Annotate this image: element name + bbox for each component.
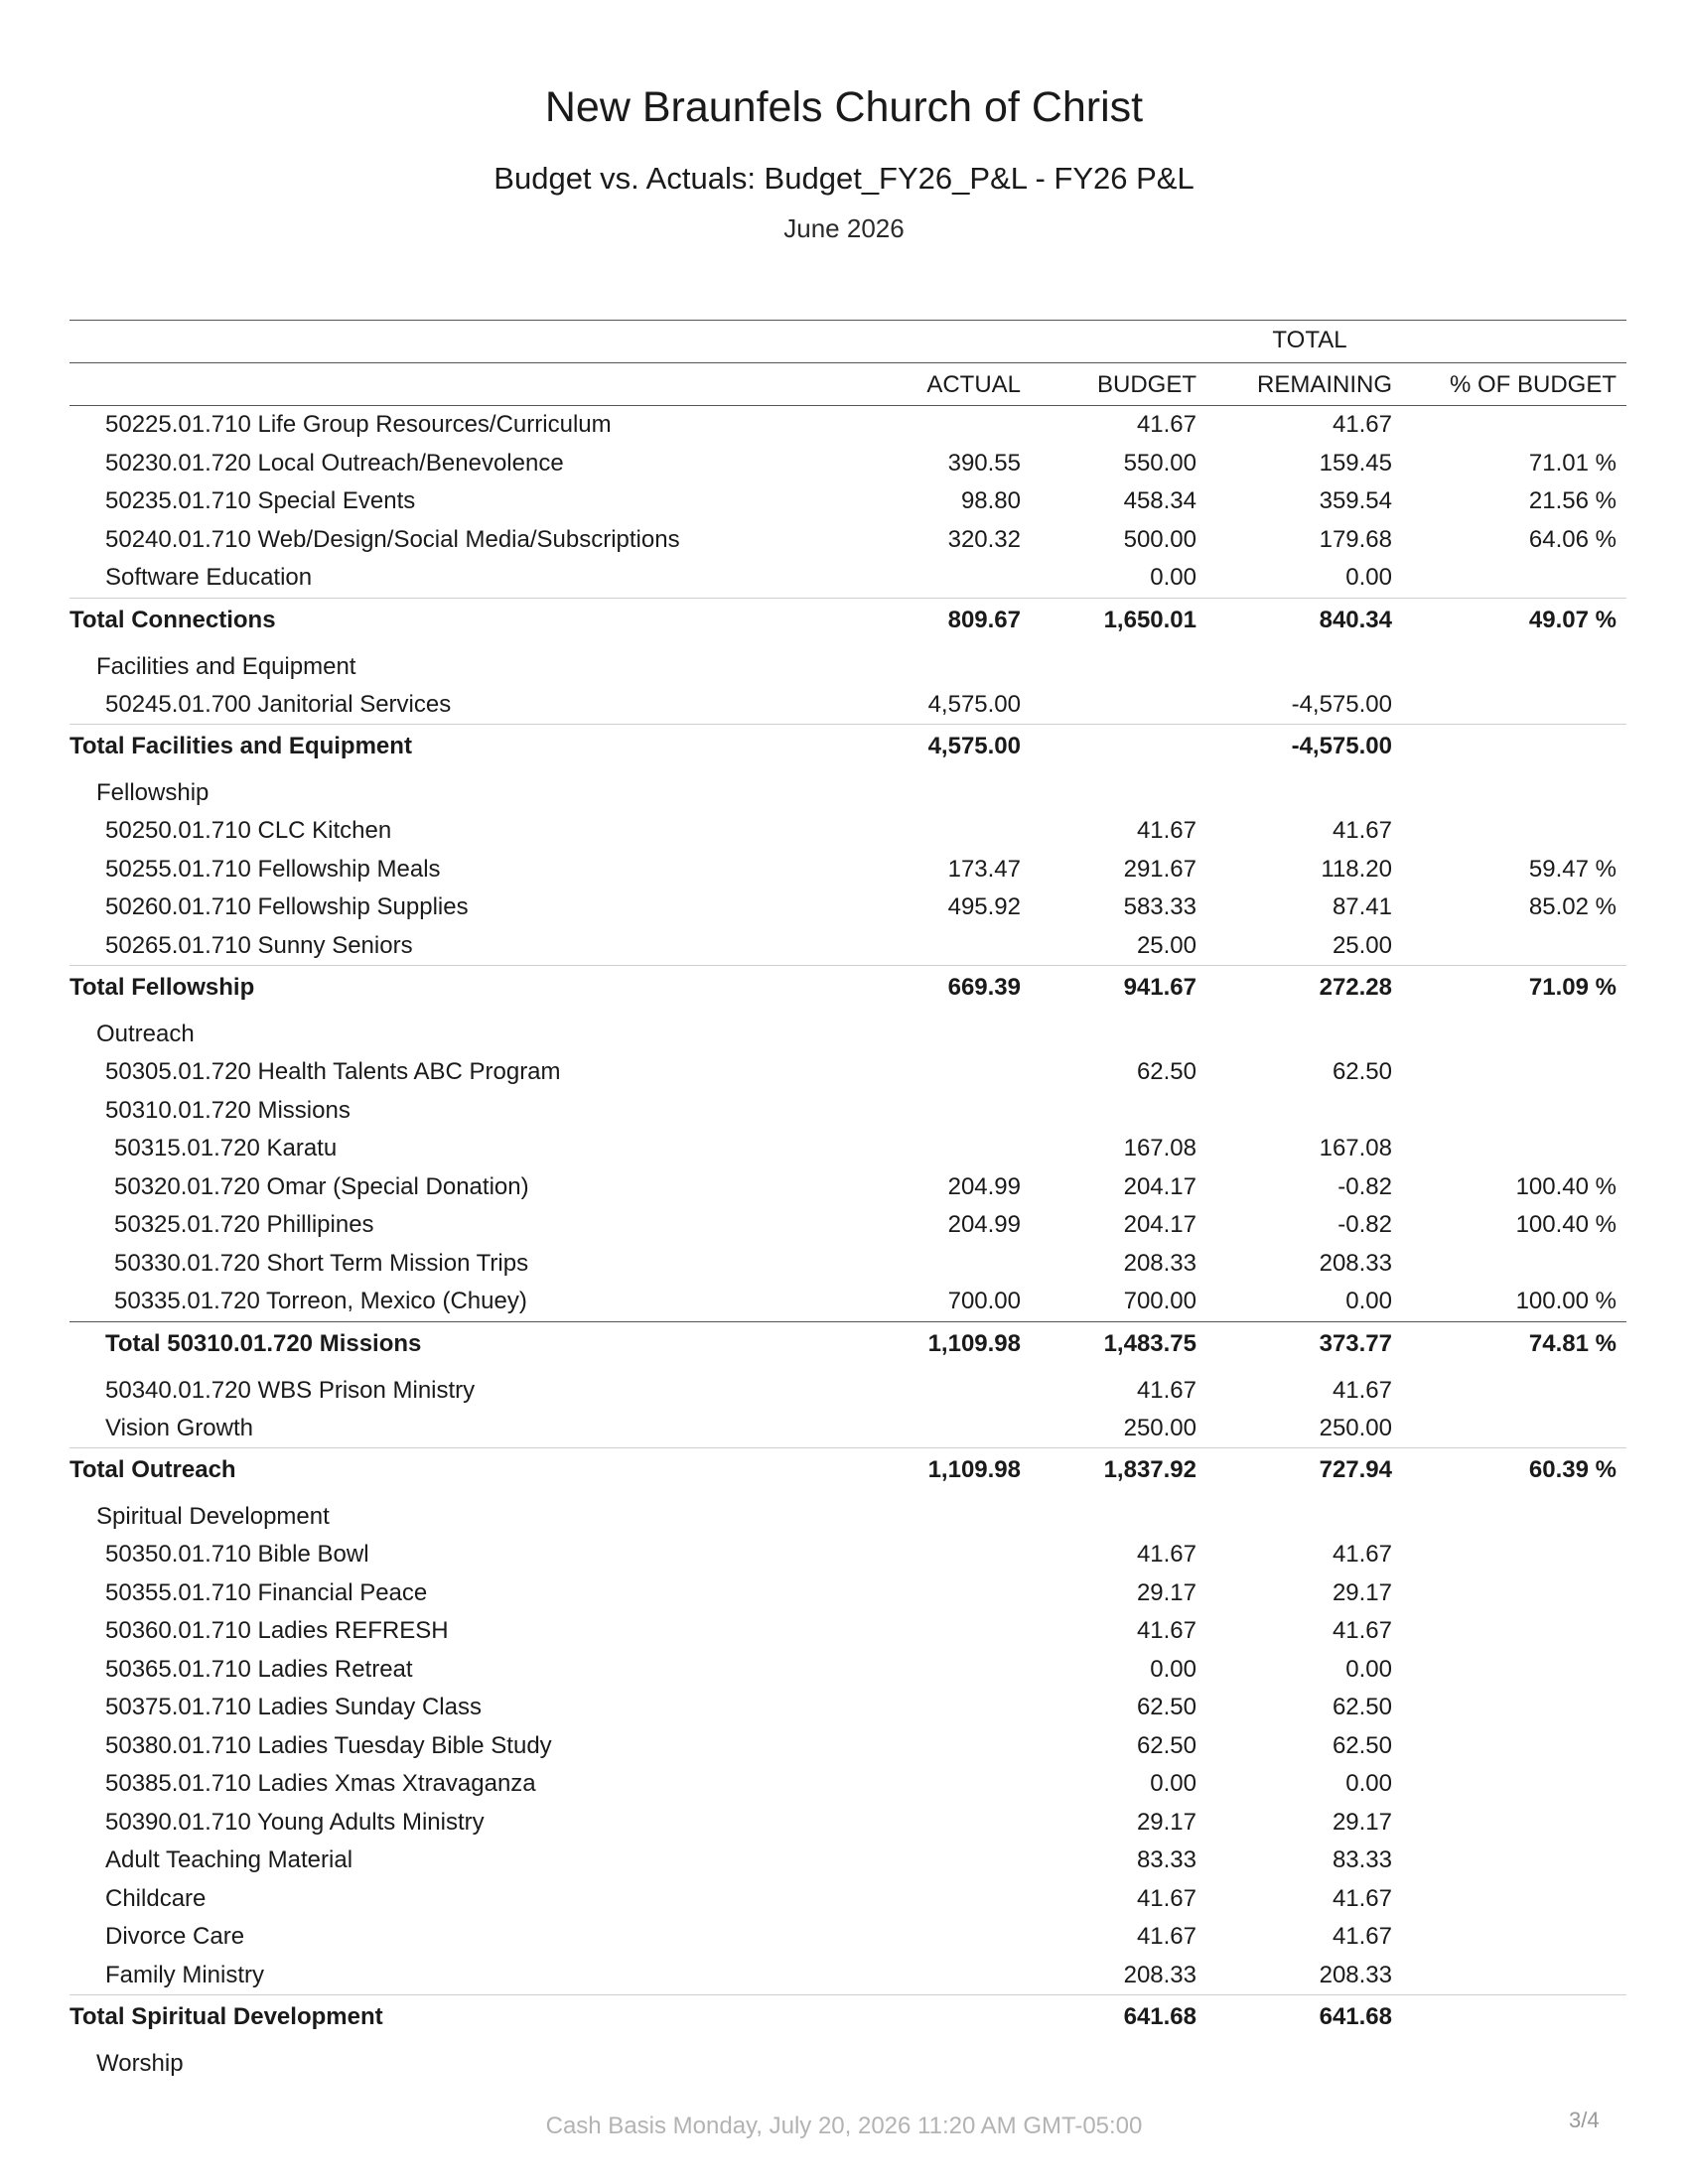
cell-budget: 0.00 bbox=[1150, 564, 1196, 591]
cell-actual: 4,575.00 bbox=[927, 733, 1021, 759]
cell-budget: 208.33 bbox=[1123, 1249, 1196, 1277]
table-body bbox=[70, 406, 1626, 2083]
column-header-pct-of-budget: % OF BUDGET bbox=[1449, 371, 1617, 398]
total-row bbox=[70, 598, 1626, 641]
row-label: Spiritual Development bbox=[96, 1503, 330, 1530]
table-row bbox=[70, 1168, 1626, 1207]
cell-budget: 29.17 bbox=[1136, 1808, 1196, 1836]
cell-pct: 21.56 % bbox=[1528, 487, 1617, 514]
cell-pct: 100.40 % bbox=[1515, 1211, 1617, 1238]
table-row bbox=[70, 1130, 1626, 1168]
row-label: 50250.01.710 CLC Kitchen bbox=[105, 817, 392, 844]
budget-table bbox=[70, 320, 1626, 2083]
row-label: Adult Teaching Material bbox=[105, 1846, 353, 1873]
cell-pct: 64.06 % bbox=[1528, 525, 1617, 553]
cell-budget: 208.33 bbox=[1123, 1961, 1196, 1988]
cell-remaining: -0.82 bbox=[1337, 1172, 1392, 1200]
row-label: 50385.01.710 Ladies Xmas Xtravaganza bbox=[105, 1770, 536, 1797]
cell-remaining: 840.34 bbox=[1319, 606, 1392, 633]
cell-remaining: 29.17 bbox=[1332, 1578, 1392, 1606]
row-label: 50340.01.720 WBS Prison Ministry bbox=[105, 1376, 476, 1404]
row-label: 50355.01.710 Financial Peace bbox=[105, 1578, 428, 1606]
table-row bbox=[70, 1092, 1626, 1131]
table-row bbox=[70, 482, 1626, 521]
cell-budget: 204.17 bbox=[1123, 1211, 1196, 1238]
cell-remaining: 41.67 bbox=[1332, 1923, 1392, 1950]
cell-remaining: 29.17 bbox=[1332, 1808, 1392, 1836]
row-label: 50230.01.720 Local Outreach/Benevolence bbox=[105, 449, 564, 477]
cell-pct: 59.47 % bbox=[1528, 855, 1617, 883]
row-label: 50255.01.710 Fellowship Meals bbox=[105, 855, 441, 883]
cell-budget: 0.00 bbox=[1150, 1655, 1196, 1683]
row-label: 50350.01.710 Bible Bowl bbox=[105, 1541, 369, 1568]
table-row bbox=[70, 445, 1626, 483]
cell-actual: 98.80 bbox=[960, 487, 1021, 514]
cell-remaining: 0.00 bbox=[1345, 564, 1392, 591]
table-row bbox=[70, 1053, 1626, 1092]
cell-remaining: 641.68 bbox=[1319, 2003, 1392, 2030]
table-row bbox=[70, 1880, 1626, 1919]
cell-pct: 49.07 % bbox=[1528, 606, 1617, 633]
cell-remaining: 0.00 bbox=[1345, 1770, 1392, 1797]
cell-actual: 390.55 bbox=[947, 449, 1021, 477]
table-row bbox=[70, 888, 1626, 927]
cell-remaining: 41.67 bbox=[1332, 411, 1392, 438]
row-label: 50235.01.710 Special Events bbox=[105, 487, 416, 514]
cell-remaining: 272.28 bbox=[1319, 974, 1392, 1001]
cell-remaining: 41.67 bbox=[1332, 1376, 1392, 1404]
row-label: Total Outreach bbox=[70, 1456, 236, 1483]
table-row bbox=[70, 1842, 1626, 1880]
cell-pct: 60.39 % bbox=[1528, 1456, 1617, 1483]
cell-remaining: 41.67 bbox=[1332, 817, 1392, 844]
report-period: June 2026 bbox=[783, 213, 905, 243]
cell-budget: 83.33 bbox=[1136, 1846, 1196, 1873]
row-label: 50325.01.720 Phillipines bbox=[114, 1211, 374, 1238]
cell-remaining: 118.20 bbox=[1321, 855, 1392, 883]
column-group-label: TOTAL bbox=[1272, 327, 1347, 353]
cell-budget: 250.00 bbox=[1123, 1414, 1196, 1441]
cell-pct: 71.01 % bbox=[1528, 449, 1617, 477]
table-row bbox=[70, 1206, 1626, 1245]
table-row bbox=[70, 686, 1626, 725]
cell-remaining: 159.45 bbox=[1319, 449, 1392, 477]
cell-budget: 62.50 bbox=[1136, 1731, 1196, 1759]
cell-remaining: 0.00 bbox=[1345, 1288, 1392, 1314]
row-label: 50305.01.720 Health Talents ABC Program bbox=[105, 1058, 561, 1085]
total-row bbox=[70, 965, 1626, 1009]
cell-actual: 495.92 bbox=[947, 893, 1021, 920]
cell-remaining: 359.54 bbox=[1319, 487, 1392, 514]
row-label: Total Fellowship bbox=[70, 974, 255, 1001]
cell-actual: 1,109.98 bbox=[927, 1329, 1021, 1357]
row-label: 50330.01.720 Short Term Mission Trips bbox=[114, 1249, 529, 1277]
cell-budget: 41.67 bbox=[1136, 1617, 1196, 1644]
cell-actual: 1,109.98 bbox=[927, 1456, 1021, 1483]
cell-actual: 669.39 bbox=[947, 974, 1021, 1001]
cell-budget: 41.67 bbox=[1136, 1884, 1196, 1912]
cell-budget: 41.67 bbox=[1136, 411, 1196, 438]
row-label: Outreach bbox=[96, 1021, 195, 1047]
footer-basis-timestamp: Cash Basis Monday, July 20, 2026 11:20 AM GMT-05:00 bbox=[545, 2113, 1143, 2139]
table-row bbox=[70, 1804, 1626, 1843]
cell-budget: 41.67 bbox=[1136, 1376, 1196, 1404]
column-header-budget: BUDGET bbox=[1096, 371, 1196, 398]
cell-remaining: 250.00 bbox=[1319, 1414, 1392, 1441]
cell-budget: 458.34 bbox=[1123, 487, 1196, 514]
cell-budget: 583.33 bbox=[1123, 893, 1196, 920]
row-label: 50225.01.710 Life Group Resources/Curriculum bbox=[105, 411, 612, 438]
cell-budget: 941.67 bbox=[1123, 974, 1196, 1001]
cell-budget: 550.00 bbox=[1123, 449, 1196, 477]
row-label: Facilities and Equipment bbox=[96, 652, 356, 680]
row-label: Family Ministry bbox=[105, 1961, 264, 1988]
cell-budget: 1,483.75 bbox=[1103, 1329, 1196, 1357]
cell-actual: 700.00 bbox=[947, 1288, 1021, 1314]
cell-actual: 4,575.00 bbox=[927, 690, 1021, 718]
cell-remaining: -4,575.00 bbox=[1291, 690, 1392, 718]
cell-budget: 0.00 bbox=[1150, 1770, 1196, 1797]
cell-budget: 291.67 bbox=[1123, 855, 1196, 883]
cell-budget: 25.00 bbox=[1136, 931, 1196, 959]
table-row bbox=[70, 1727, 1626, 1766]
cell-budget: 62.50 bbox=[1136, 1694, 1196, 1720]
section-header-row bbox=[70, 1009, 1626, 1053]
row-label: 50390.01.710 Young Adults Ministry bbox=[105, 1808, 485, 1836]
section-header-row bbox=[70, 2038, 1626, 2083]
table-row bbox=[70, 1689, 1626, 1727]
cell-actual: 204.99 bbox=[947, 1211, 1021, 1238]
cell-remaining: 83.33 bbox=[1332, 1846, 1392, 1873]
cell-pct: 100.00 % bbox=[1515, 1288, 1617, 1314]
cell-remaining: 62.50 bbox=[1332, 1058, 1392, 1085]
section-header-row bbox=[70, 1491, 1626, 1536]
table-row bbox=[70, 1918, 1626, 1957]
row-label: 50360.01.710 Ladies REFRESH bbox=[105, 1617, 449, 1644]
cell-budget: 29.17 bbox=[1136, 1578, 1196, 1606]
total-row bbox=[70, 1994, 1626, 2038]
cell-actual: 204.99 bbox=[947, 1172, 1021, 1200]
cell-budget: 62.50 bbox=[1136, 1058, 1196, 1085]
cell-remaining: 62.50 bbox=[1332, 1731, 1392, 1759]
table-row bbox=[70, 406, 1626, 445]
row-label: Worship bbox=[96, 2050, 184, 2077]
row-label: 50365.01.710 Ladies Retreat bbox=[105, 1655, 413, 1683]
cell-remaining: 41.67 bbox=[1332, 1884, 1392, 1912]
cell-remaining: -4,575.00 bbox=[1291, 733, 1392, 759]
cell-remaining: 167.08 bbox=[1319, 1135, 1392, 1161]
column-group-header bbox=[70, 321, 1626, 363]
row-label: Total Spiritual Development bbox=[70, 2003, 383, 2030]
cell-budget: 700.00 bbox=[1123, 1288, 1196, 1314]
row-label: Childcare bbox=[105, 1884, 207, 1912]
table-row bbox=[70, 1765, 1626, 1804]
table-row bbox=[70, 851, 1626, 889]
table-row bbox=[70, 1410, 1626, 1448]
cell-remaining: 179.68 bbox=[1319, 525, 1392, 553]
cell-remaining: -0.82 bbox=[1337, 1211, 1392, 1238]
cell-budget: 500.00 bbox=[1123, 525, 1196, 553]
table-row bbox=[70, 1574, 1626, 1613]
footer-page-number: 3/4 bbox=[1569, 2108, 1600, 2132]
row-label: Divorce Care bbox=[105, 1923, 245, 1950]
cell-budget: 641.68 bbox=[1123, 2003, 1196, 2030]
row-label: 50315.01.720 Karatu bbox=[114, 1135, 338, 1161]
row-label: 50380.01.710 Ladies Tuesday Bible Study bbox=[105, 1731, 552, 1759]
cell-pct: 85.02 % bbox=[1528, 893, 1617, 920]
total-row bbox=[70, 1447, 1626, 1491]
cell-budget: 204.17 bbox=[1123, 1172, 1196, 1200]
table-row bbox=[70, 1612, 1626, 1651]
cell-remaining: 208.33 bbox=[1319, 1961, 1392, 1988]
table-row bbox=[70, 1245, 1626, 1284]
row-label: 50260.01.710 Fellowship Supplies bbox=[105, 893, 469, 920]
row-label: Fellowship bbox=[96, 779, 210, 806]
row-label: Total 50310.01.720 Missions bbox=[105, 1329, 422, 1357]
table-row bbox=[70, 1536, 1626, 1574]
cell-remaining: 373.77 bbox=[1319, 1329, 1392, 1357]
cell-actual: 320.32 bbox=[947, 525, 1021, 553]
cell-remaining: 62.50 bbox=[1332, 1694, 1392, 1720]
cell-remaining: 0.00 bbox=[1345, 1655, 1392, 1683]
cell-remaining: 208.33 bbox=[1319, 1249, 1392, 1277]
row-label: 50240.01.710 Web/Design/Social Media/Subscriptions bbox=[105, 525, 680, 553]
row-label: 50320.01.720 Omar (Special Donation) bbox=[114, 1172, 529, 1200]
total-row bbox=[70, 724, 1626, 767]
row-label: Total Facilities and Equipment bbox=[70, 733, 412, 759]
table-row bbox=[70, 1957, 1626, 1995]
cell-budget: 41.67 bbox=[1136, 1923, 1196, 1950]
table-row bbox=[70, 1283, 1626, 1321]
column-header-row bbox=[70, 363, 1626, 406]
cell-remaining: 25.00 bbox=[1332, 931, 1392, 959]
cell-remaining: 41.67 bbox=[1332, 1617, 1392, 1644]
row-label: 50310.01.720 Missions bbox=[105, 1096, 351, 1124]
table-row bbox=[70, 927, 1626, 966]
column-header-remaining: REMAINING bbox=[1256, 371, 1392, 398]
subtotal-row bbox=[70, 1321, 1626, 1365]
row-label: Vision Growth bbox=[105, 1414, 253, 1441]
cell-remaining: 87.41 bbox=[1332, 893, 1392, 920]
row-label: 50245.01.700 Janitorial Services bbox=[105, 690, 452, 718]
cell-pct: 74.81 % bbox=[1528, 1329, 1617, 1357]
cell-budget: 1,837.92 bbox=[1103, 1456, 1196, 1483]
cell-budget: 1,650.01 bbox=[1103, 606, 1196, 633]
row-label: 50265.01.710 Sunny Seniors bbox=[105, 931, 413, 959]
cell-pct: 71.09 % bbox=[1528, 974, 1617, 1001]
cell-remaining: 727.94 bbox=[1319, 1456, 1392, 1483]
cell-pct: 100.40 % bbox=[1515, 1172, 1617, 1200]
cell-remaining: 41.67 bbox=[1332, 1541, 1392, 1568]
cell-budget: 41.67 bbox=[1136, 817, 1196, 844]
cell-actual: 809.67 bbox=[947, 606, 1021, 633]
table-row bbox=[70, 812, 1626, 851]
row-label: 50335.01.720 Torreon, Mexico (Chuey) bbox=[114, 1288, 527, 1314]
section-header-row bbox=[70, 641, 1626, 686]
cell-budget: 41.67 bbox=[1136, 1541, 1196, 1568]
cell-budget: 167.08 bbox=[1123, 1135, 1196, 1161]
section-header-row bbox=[70, 767, 1626, 812]
row-label: Total Connections bbox=[70, 606, 276, 633]
row-label: Software Education bbox=[105, 564, 313, 591]
table-row bbox=[70, 559, 1626, 598]
cell-actual: 173.47 bbox=[947, 855, 1021, 883]
column-header-actual: ACTUAL bbox=[926, 371, 1021, 398]
table-row bbox=[70, 1365, 1626, 1410]
row-label: 50375.01.710 Ladies Sunday Class bbox=[105, 1694, 482, 1720]
organization-name: New Braunfels Church of Christ bbox=[544, 83, 1144, 131]
table-row bbox=[70, 1651, 1626, 1690]
report-title: Budget vs. Actuals: Budget_FY26_P&L - FY26 P&L bbox=[493, 161, 1195, 196]
table-row bbox=[70, 521, 1626, 560]
